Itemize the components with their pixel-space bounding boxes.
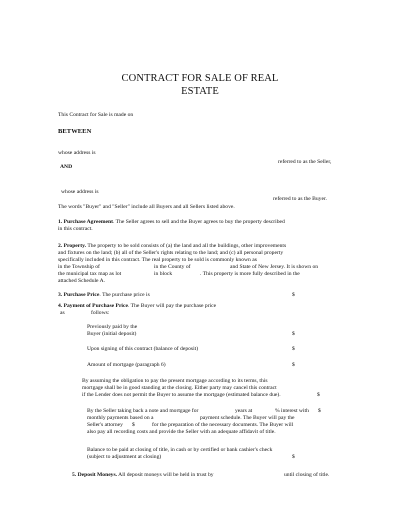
- assume-line-1: By assuming the obligation to pay the present mortgage according to its terms, this: [82, 378, 268, 384]
- intro-text: This Contract for Sale is made on: [58, 112, 134, 118]
- initial-deposit-dollar: $: [292, 331, 295, 337]
- section-2-described: . This property is more fully described in the: [200, 271, 300, 277]
- section-1-line-1: [58, 219, 285, 226]
- section-3-line: [58, 292, 150, 299]
- note-line-4: also pay all recording costs and provide the Seller with an adequate affidavit of title.: [87, 429, 276, 435]
- section-3-text: . The purchase price is: [99, 292, 150, 298]
- buyer-address-label: whose address is: [61, 189, 99, 195]
- section-1-line-2: in this contract.: [58, 226, 93, 232]
- previously-paid-line-2: Buyer (initial deposit): [87, 331, 137, 337]
- balance-line-1: Balance to be paid at closing of title, in cash or by certified or bank cashier's check: [87, 447, 273, 453]
- section-3-heading: 3. Purchase Price: [58, 292, 100, 298]
- section-2-county: in the County of: [154, 264, 191, 270]
- section-2-line-1: [58, 243, 286, 250]
- purchase-price-dollar: $: [292, 292, 295, 298]
- section-1-heading: 1. Purchase Agreement: [58, 219, 113, 225]
- referred-seller-text: referred to as the Seller,: [278, 159, 332, 165]
- section-2-line-6: attached Schedule A.: [58, 278, 106, 284]
- assume-line-3: if the Lender does not permit the Buyer to assume the mortgage (estimated balance due).: [82, 392, 281, 398]
- section-4-line-1: [58, 303, 216, 310]
- note-line-1c: % interest with: [275, 408, 309, 414]
- note-line-2a: monthly payments based on a: [87, 415, 154, 421]
- between-heading: BETWEEN: [58, 128, 92, 135]
- definitions-text: The words "Buyer" and "Seller" include all Buyers and all Sellers listed above.: [58, 204, 235, 210]
- previously-paid-line-1: Previously paid by the: [87, 324, 138, 330]
- section-4-text: . The Buyer will pay the purchase price: [127, 303, 217, 309]
- section-2-line-2: and fixtures on the land; (b) all of the Seller's rights relating to the land; and (c) all personal property: [58, 250, 284, 256]
- section-2-state: and State of New Jersey. It is shown on: [230, 264, 319, 270]
- section-5-text: All deposit moneys will be held in trust by: [117, 472, 214, 478]
- referred-buyer-text: referred to as the Buyer.: [273, 196, 327, 202]
- section-2-heading: 2. Property.: [58, 243, 87, 249]
- section-2-township: in the Township of: [58, 264, 100, 270]
- section-4-heading: 4. Payment of Purchase Price: [58, 303, 128, 309]
- section-5-line: [72, 472, 214, 479]
- note-dollar: $: [318, 408, 321, 414]
- document-title-line-2: ESTATE: [181, 86, 219, 97]
- balance-line-2: (subject to adjustment at closing): [87, 454, 162, 460]
- section-1-text: . The Seller agrees to sell and the Buyer agrees to buy the property described: [112, 219, 285, 225]
- document-title-line-1: CONTRACT FOR SALE OF REAL: [121, 73, 279, 84]
- section-2-block: in block: [154, 271, 173, 277]
- upon-signing-text: Upon signing of this contract (balance of deposit): [87, 346, 199, 352]
- note-line-1b: years at: [235, 408, 253, 414]
- mortgage-amount-dollar: $: [292, 362, 295, 368]
- seller-address-label: whose address is: [58, 150, 96, 156]
- section-2-line-3: specifically included in this contract. The real property to be sold is commonly known as: [58, 257, 257, 263]
- assume-line-2: mortgage shall be in good standing at the closing. Either party may cancel this contract: [82, 385, 277, 391]
- assume-dollar: $: [317, 392, 320, 398]
- note-line-3b: for the preparation of the necessary documents. The Buyer will: [152, 422, 294, 428]
- section-2-text: The property to be sold consists of (a) the land and all the buildings, other improvements: [86, 243, 287, 249]
- section-4-as: as: [60, 310, 65, 316]
- mortgage-amount-text: Amount of mortgage (paragraph 6): [87, 362, 166, 368]
- balance-deposit-dollar: $: [292, 346, 295, 352]
- section-2-lot: the municipal tax map as lot: [58, 271, 122, 277]
- balance-dollar: $: [292, 454, 295, 460]
- section-4-follows: follows:: [91, 310, 110, 316]
- and-heading: AND: [60, 164, 73, 170]
- note-line-2b: payment schedule. The Buyer will pay the: [200, 415, 295, 421]
- section-5-end: until closing of title.: [284, 472, 330, 478]
- note-line-1a: By the Seller taking back a note and mortgage for: [87, 408, 199, 414]
- note-attorney-dollar: $: [132, 422, 135, 428]
- note-line-3a: Seller's attorney: [87, 422, 123, 428]
- section-5-heading: 5. Deposit Moneys.: [72, 472, 118, 478]
